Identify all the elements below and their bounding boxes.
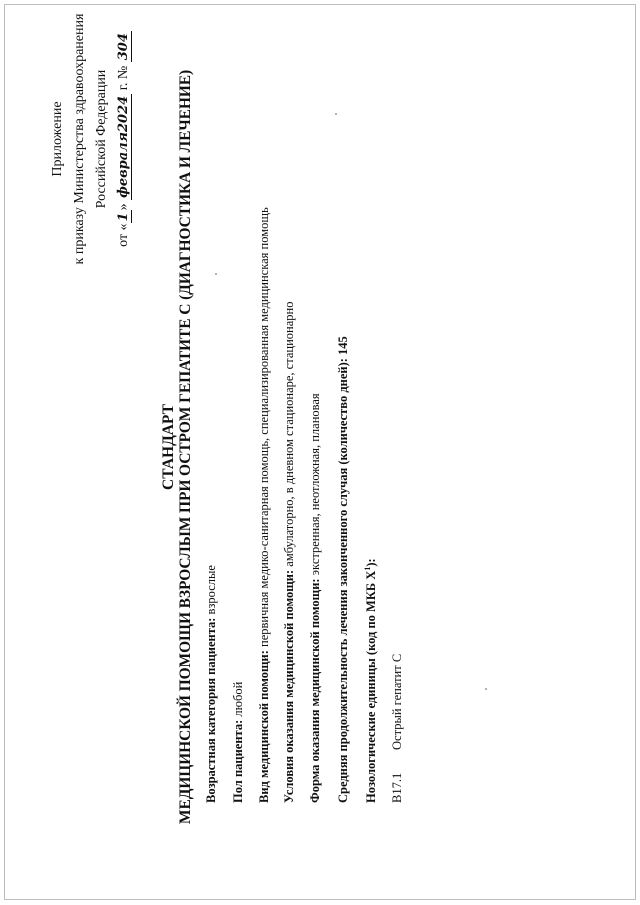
duration-value: 145 [336, 336, 350, 355]
nosology-label-tail: ): [364, 558, 379, 567]
age-label: Возрастная категория пациента: [204, 617, 218, 803]
care-type-label: Вид медицинской помощи: [257, 650, 271, 803]
nosology-footnote: 1 [363, 566, 372, 571]
conditions-value: амбулаторно, в дневном стационаре, стационарно [282, 301, 296, 567]
appendix-line1: к приказу Министерства здравоохранения [72, 13, 87, 265]
care-form-value: экстренная, неотложная, плановая [308, 393, 322, 576]
scan-speck [335, 113, 337, 115]
scan-speck [215, 273, 217, 275]
sex-row [231, 682, 246, 803]
duration-label: Средняя продолжительность лечения законченного случая (количество дней): [336, 358, 350, 803]
care-form-label: Форма оказания медицинской помощи: [308, 578, 322, 803]
nosology-row [363, 558, 379, 803]
standard-subtitle: МЕДИЦИНСКОЙ ПОМОЩИ ВЗРОСЛЫМ ПРИ ОСТРОМ ГЕПАТИТЕ С (ДИАГНОСТИКА И ЛЕЧЕНИЕ) [177, 69, 194, 825]
duration-row [336, 336, 351, 803]
appendix-title: Приложение [50, 101, 65, 177]
age-row [204, 565, 219, 803]
conditions-label: Условия оказания медицинской помощи: [282, 569, 296, 803]
appendix-block [47, 1, 135, 277]
age-value: взрослые [204, 565, 218, 615]
nosology-name: Острый гепатит С [390, 653, 404, 750]
nosology-code: B17.1 [390, 772, 404, 803]
document-page [5, 0, 635, 895]
conditions-row [282, 302, 297, 803]
date-mid: » [116, 203, 131, 211]
order-number: 304 [116, 33, 131, 61]
sex-label: Пол пациента: [231, 719, 245, 803]
date-month-year: февраля2024 [116, 95, 131, 198]
standard-title: СТАНДАРТ [160, 404, 177, 490]
nosology-label: Нозологические единицы (код по МКБ X [364, 570, 379, 803]
care-type-value: первичная медико-санитарная помощь, специализированная медицинская помощь [257, 207, 271, 647]
date-day: 1 [116, 212, 131, 222]
order-number-prefix: г. № [116, 65, 131, 91]
sex-value: любой [231, 681, 245, 717]
care-type-row [257, 207, 272, 803]
scan-speck [485, 688, 487, 690]
appendix-date-line [113, 1, 135, 277]
date-prefix: от « [116, 223, 131, 247]
care-form-row [308, 393, 323, 803]
appendix-line2: Российской Федерации [94, 69, 109, 209]
